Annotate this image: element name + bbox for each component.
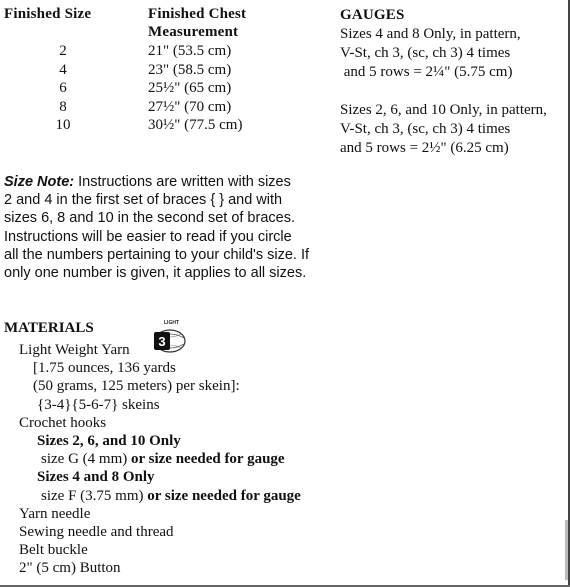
chest-cell: 21" (53.5 cm) [148, 43, 232, 59]
size-note [4, 173, 334, 282]
size-cell: 2 [59, 43, 67, 59]
list-item: Crochet hooks [19, 414, 107, 431]
chest-column-header-line1: Finished Chest [148, 6, 247, 22]
gauges-section [340, 6, 570, 158]
materials-title: MATERIALS [4, 320, 94, 336]
list-item: 2" (5 cm) Button [19, 560, 121, 577]
list-item [4, 487, 301, 505]
scan-artifact [565, 520, 568, 580]
gauges-title: GAUGES [340, 7, 405, 23]
size-cell: 8 [59, 98, 67, 115]
size-cell: 10 [55, 117, 71, 133]
list-item: Sizes 4 and 8 Only [37, 469, 155, 486]
chest-cell: 30½" (77.5 cm) [148, 117, 243, 133]
gauge-line: V-St, ch 3, (sc, ch 3) 4 times [340, 121, 511, 137]
hook-or: or size needed for gauge [143, 487, 301, 504]
size-note-line [4, 173, 334, 191]
chest-column [148, 42, 242, 135]
chest-cell: 25½" (65 cm) [148, 80, 232, 96]
badge-label: LIGHT [164, 320, 179, 326]
materials-list [4, 341, 301, 577]
gauge-line: Sizes 2, 6, and 10 Only, in pattern, [340, 102, 547, 118]
size-cell: 6 [59, 80, 67, 96]
list-item: {3-4}{5-6-7} skeins [37, 396, 160, 413]
size-cell: 4 [59, 61, 67, 78]
chest-column-header-line2: Measurement [148, 24, 239, 40]
list-item [4, 450, 301, 468]
size-column [48, 42, 78, 135]
list-item: Yarn needle [19, 505, 91, 522]
gauge-line: and 5 rows = 2¼" (5.75 cm) [340, 64, 513, 80]
chest-cell: 23" (58.5 cm) [148, 61, 232, 78]
list-item: [1.75 ounces, 136 yards [33, 360, 176, 377]
hook-size: size G (4 mm) [41, 451, 128, 468]
badge-number: 3 [158, 334, 166, 349]
gauge-line: and 5 rows = 2½" (6.25 cm) [340, 140, 509, 156]
size-column-header: Finished Size [4, 6, 92, 22]
hook-or: or size needed for gauge [127, 451, 285, 468]
size-note-line: 2 and 4 in the first set of braces { } and with [4, 192, 283, 209]
chest-cell: 27½" (70 cm) [148, 98, 232, 115]
hook-size: size F (3.75 mm) [41, 487, 144, 504]
size-note-line: only one number is given, it applies to all sizes. [4, 264, 307, 281]
gauge-spacer [340, 82, 570, 101]
gauge-line: Sizes 4 and 8 Only, in pattern, [340, 26, 521, 42]
size-note-line: all the numbers pertaining to your child's size. If [4, 246, 310, 263]
size-note-line: Instructions will be easier to read if you circle [4, 228, 292, 245]
size-note-text: Instructions are written with sizes [74, 174, 291, 190]
list-item: Sewing needle and thread [19, 523, 174, 540]
gauge-line: V-St, ch 3, (sc, ch 3) 4 times [340, 45, 511, 61]
list-item: Sizes 2, 6, and 10 Only [37, 432, 181, 449]
list-item: Light Weight Yarn [19, 342, 130, 358]
size-note-line: sizes 6, 8 and 10 in the second set of braces. [4, 210, 295, 227]
size-note-lead: Size Note: [4, 174, 75, 190]
list-item: Belt buckle [19, 542, 88, 559]
list-item: (50 grams, 125 meters) per skein]: [33, 378, 240, 395]
